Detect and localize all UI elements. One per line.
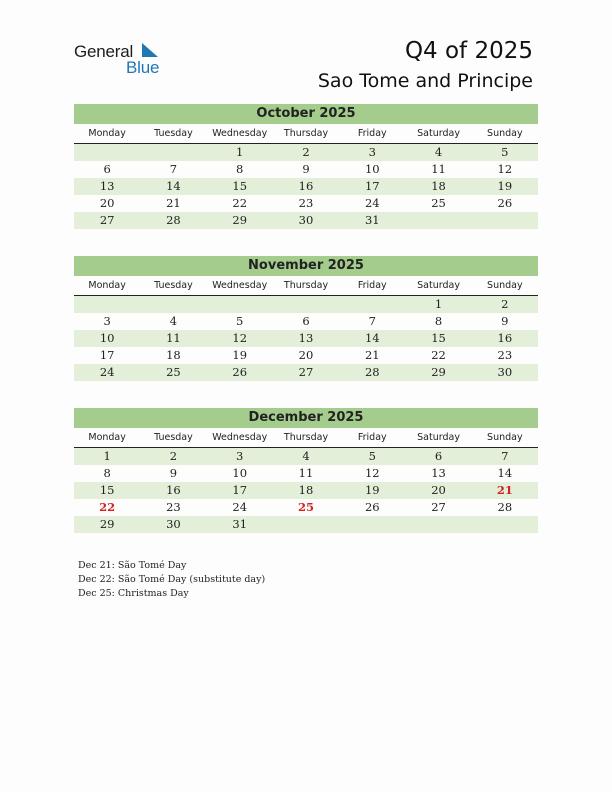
month-october <box>74 104 538 229</box>
week-row <box>74 144 538 161</box>
weekday-label: Tuesday <box>154 128 193 139</box>
month-title: December 2025 <box>74 408 538 428</box>
day-cell: 30 <box>298 213 314 227</box>
day-cell: 12 <box>497 162 513 176</box>
day-cell: 27 <box>298 365 314 379</box>
weekday-label: Saturday <box>417 280 460 291</box>
month-title: October 2025 <box>74 104 538 124</box>
day-cell: 13 <box>298 331 314 345</box>
weekday-label: Wednesday <box>212 432 268 443</box>
empty-day-cell <box>405 516 471 533</box>
week-row <box>74 499 538 516</box>
day-cell: 9 <box>302 162 310 176</box>
day-cell: 12 <box>364 466 380 480</box>
generalblue-logo <box>74 42 174 78</box>
weekday-label: Tuesday <box>154 432 193 443</box>
day-cell: 25 <box>297 500 314 514</box>
day-cell: 11 <box>431 162 446 176</box>
weekday-label: Friday <box>357 280 387 291</box>
day-cell: 24 <box>364 196 380 210</box>
day-cell: 16 <box>298 179 314 193</box>
day-cell: 10 <box>99 331 115 345</box>
day-cell: 19 <box>364 483 380 497</box>
day-cell: 7 <box>169 162 178 176</box>
week-row <box>74 465 538 482</box>
day-cell: 4 <box>169 314 178 328</box>
day-cell: 13 <box>99 179 115 193</box>
day-cell: 18 <box>166 348 181 362</box>
day-cell: 8 <box>103 466 111 480</box>
day-cell: 23 <box>298 196 314 210</box>
weekday-label: Wednesday <box>212 128 268 139</box>
weekday-label: Saturday <box>417 432 460 443</box>
day-cell: 1 <box>236 145 244 159</box>
day-cell: 23 <box>166 500 181 514</box>
day-cell: 17 <box>99 348 115 362</box>
day-cell: 18 <box>431 179 446 193</box>
empty-day-cell <box>74 296 140 313</box>
day-cell: 7 <box>501 449 509 463</box>
weekday-label: Thursday <box>283 128 329 139</box>
day-cell: 7 <box>368 314 376 328</box>
empty-day-cell <box>339 516 405 533</box>
week-row <box>74 330 538 347</box>
day-cell: 11 <box>166 331 181 345</box>
day-cell: 12 <box>232 331 248 345</box>
weekday-label: Monday <box>88 280 126 291</box>
day-cell: 6 <box>434 449 443 463</box>
day-cell: 5 <box>501 145 509 159</box>
day-cell: 25 <box>431 196 446 210</box>
day-cell: 31 <box>232 517 248 531</box>
day-cell: 22 <box>431 348 446 362</box>
day-cell: 8 <box>434 314 443 328</box>
month-november <box>74 256 538 381</box>
day-cell: 18 <box>298 483 314 497</box>
day-cell: 2 <box>501 297 509 311</box>
month-title: November 2025 <box>74 256 538 276</box>
day-cell: 28 <box>497 500 513 514</box>
week-row <box>74 161 538 178</box>
day-cell: 14 <box>166 179 181 193</box>
day-cell: 24 <box>232 500 248 514</box>
weekday-label: Sunday <box>487 280 523 291</box>
day-cell: 6 <box>302 314 310 328</box>
day-cell: 22 <box>99 500 116 514</box>
day-cell: 3 <box>236 449 244 463</box>
day-cell: 11 <box>298 466 314 480</box>
week-row <box>74 482 538 499</box>
week-row <box>74 178 538 195</box>
day-cell: 19 <box>497 179 513 193</box>
page-title: Q4 of 2025 <box>404 38 533 64</box>
logo-text-general: General <box>74 42 134 61</box>
day-cell: 24 <box>99 365 115 379</box>
day-cell: 19 <box>232 348 248 362</box>
weekday-label: Saturday <box>417 128 460 139</box>
day-cell: 27 <box>99 213 115 227</box>
empty-day-cell <box>207 296 273 313</box>
weeks-container <box>74 296 538 381</box>
holiday-note: Dec 25: Christmas Day <box>78 588 189 599</box>
weekday-label: Tuesday <box>154 280 193 291</box>
day-cell: 23 <box>497 348 513 362</box>
day-cell: 3 <box>103 314 111 328</box>
week-row <box>74 195 538 212</box>
month-december <box>74 408 538 533</box>
day-cell: 15 <box>99 483 115 497</box>
day-cell: 26 <box>232 365 248 379</box>
day-cell: 4 <box>434 145 443 159</box>
empty-day-cell <box>273 516 339 533</box>
week-row <box>74 364 538 381</box>
day-cell: 8 <box>236 162 244 176</box>
day-cell: 4 <box>302 449 310 463</box>
empty-day-cell <box>405 212 471 229</box>
weekday-label: Wednesday <box>212 280 268 291</box>
day-cell: 14 <box>497 466 513 480</box>
empty-day-cell <box>140 296 206 313</box>
empty-day-cell <box>74 144 140 161</box>
weekday-label: Friday <box>357 432 387 443</box>
week-row <box>74 516 538 533</box>
day-cell: 16 <box>497 331 513 345</box>
day-cell: 1 <box>434 297 443 311</box>
day-cell: 29 <box>431 365 446 379</box>
day-cell: 1 <box>103 449 111 463</box>
day-cell: 14 <box>364 331 380 345</box>
day-cell: 15 <box>431 331 446 345</box>
day-cell: 28 <box>364 365 380 379</box>
weekday-label: Friday <box>357 128 387 139</box>
day-cell: 21 <box>364 348 380 362</box>
week-row <box>74 347 538 364</box>
week-row <box>74 296 538 313</box>
holiday-note: Dec 22: São Tomé Day (substitute day) <box>78 574 266 585</box>
weekday-header-row <box>74 125 538 144</box>
day-cell: 29 <box>232 213 248 227</box>
empty-day-cell <box>472 212 538 229</box>
weekday-label: Sunday <box>487 128 523 139</box>
logo-triangle-icon <box>140 43 162 59</box>
day-cell: 25 <box>166 365 181 379</box>
weekday-header-row <box>74 429 538 448</box>
day-cell: 21 <box>496 483 513 497</box>
empty-day-cell <box>273 296 339 313</box>
day-cell: 17 <box>364 179 380 193</box>
holiday-note: Dec 21: São Tomé Day <box>78 560 187 571</box>
day-cell: 2 <box>169 449 178 463</box>
weekday-label: Monday <box>88 128 126 139</box>
weekday-label: Monday <box>88 432 126 443</box>
day-cell: 20 <box>298 348 314 362</box>
day-cell: 31 <box>364 213 380 227</box>
empty-day-cell <box>472 516 538 533</box>
week-row <box>74 448 538 465</box>
day-cell: 26 <box>497 196 513 210</box>
empty-day-cell <box>339 296 405 313</box>
day-cell: 22 <box>232 196 248 210</box>
weekday-label: Sunday <box>487 432 523 443</box>
weeks-container <box>74 448 538 533</box>
day-cell: 30 <box>166 517 181 531</box>
week-row <box>74 212 538 229</box>
day-cell: 28 <box>166 213 181 227</box>
country-subtitle: Sao Tome and Principe <box>317 70 533 92</box>
day-cell: 10 <box>364 162 380 176</box>
day-cell: 6 <box>103 162 111 176</box>
day-cell: 30 <box>497 365 513 379</box>
day-cell: 5 <box>368 449 376 463</box>
day-cell: 5 <box>236 314 244 328</box>
weekday-label: Thursday <box>283 432 329 443</box>
day-cell: 15 <box>232 179 248 193</box>
day-cell: 16 <box>166 483 181 497</box>
day-cell: 20 <box>431 483 446 497</box>
day-cell: 27 <box>431 500 446 514</box>
day-cell: 29 <box>99 517 115 531</box>
day-cell: 26 <box>364 500 380 514</box>
day-cell: 3 <box>368 145 376 159</box>
day-cell: 9 <box>501 314 509 328</box>
weekday-label: Thursday <box>283 280 329 291</box>
day-cell: 17 <box>232 483 248 497</box>
day-cell: 13 <box>431 466 446 480</box>
holiday-notes <box>78 559 265 601</box>
empty-day-cell <box>140 144 206 161</box>
day-cell: 20 <box>99 196 115 210</box>
day-cell: 21 <box>166 196 181 210</box>
weekday-header-row <box>74 277 538 296</box>
day-cell: 2 <box>302 145 310 159</box>
logo-text-blue: Blue <box>126 58 160 77</box>
week-row <box>74 313 538 330</box>
day-cell: 10 <box>232 466 248 480</box>
day-cell: 9 <box>169 466 178 480</box>
weeks-container <box>74 144 538 229</box>
